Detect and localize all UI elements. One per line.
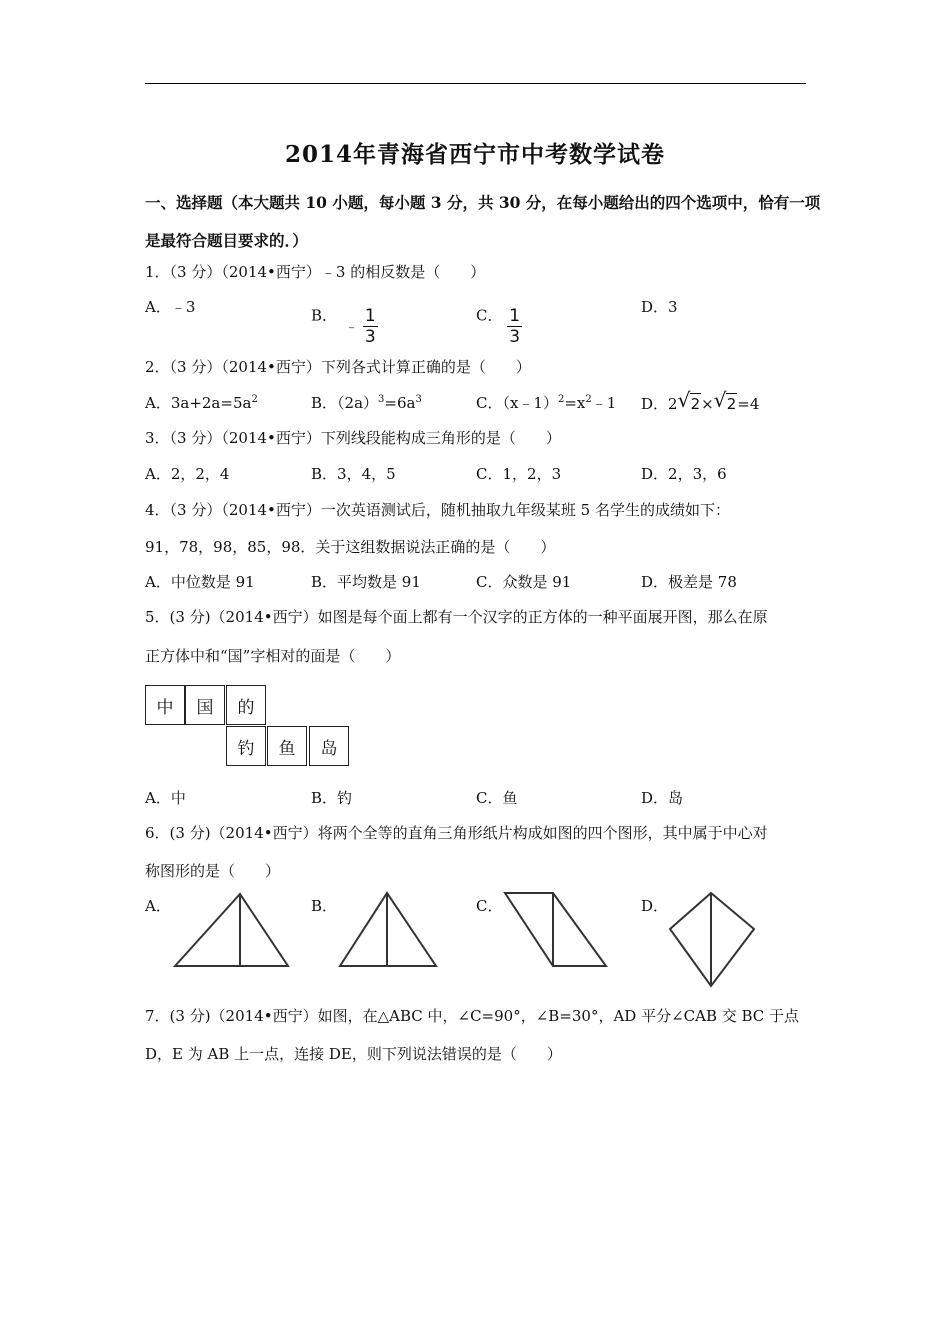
q1-option-c-label: C． [476,306,503,325]
net-cell: 国 [185,685,225,725]
net-cell: 鱼 [267,726,307,766]
q5-option-d: D．岛 [641,789,684,807]
q2-d-radicand-1: 2 [690,395,701,413]
q3-option-c: C．1，2，3 [476,465,562,483]
q5-stem-cont: 正方体中和“国”字相对的面是（ ） [145,647,401,665]
q2-a-exponent: 2 [251,394,258,405]
q5-stem: 5．(3 分)（2014•西宁）如图是每个面上都有一个汉字的正方体的一种平面展开图，那么在原 [145,608,768,626]
q4-option-d: D．极差是 78 [641,573,737,591]
q2-stem: 2．（3 分）（2014•西宁）下列各式计算正确的是（ ） [145,358,531,376]
q6-option-c: C． [476,897,503,915]
q1-b-denominator: 3 [364,327,376,347]
q4-option-c: C．众数是 91 [476,573,572,591]
q2-b-text: B．（2a） [311,394,379,412]
q1-c-denominator: 3 [509,327,521,347]
sqrt-icon: √ [713,388,727,412]
q2-d-radicand-2: 2 [726,395,737,413]
section-heading: 一、选择题（本大题共 10 小题，每小题 3 分，共 30 分，在每小题给出的四个选项中，恰有一项 [145,193,821,212]
q3-option-d: D．2，3，6 [641,465,727,483]
sqrt-icon: √ [677,388,691,412]
q2-c-tail: ﹣1 [591,394,617,412]
net-cell: 钓 [226,726,266,766]
page-title: 2014年青海省西宁市中考数学试卷 [284,141,665,168]
q4-stem: 4．（3 分）（2014•西宁）一次英语测试后，随机抽取九年级某班 5 名学生的成绩如下： [145,501,730,519]
q4-option-b: B．平均数是 91 [311,573,421,591]
q2-c-exponent-2: 2 [585,394,592,405]
q4-option-a: A．中位数是 91 [145,573,255,591]
q5-option-c: C．鱼 [476,789,518,807]
q6-stem-cont: 称图形的是（ ） [145,862,281,880]
q2-c-text: C．（x﹣1） [476,394,558,412]
q2-d-times: × [701,395,714,413]
q2-b-exponent-1: 3 [378,394,385,405]
q2-b-middle: =6a [384,394,416,412]
q2-d-tail: =4 [737,395,760,413]
q5-option-a: A．中 [145,789,186,807]
q1-option-d: D．3 [641,298,678,316]
q7-stem: 7．(3 分)（2014•西宁）如图，在△ABC 中，∠C=90°，∠B=30°，AD 平分∠CAB 交 BC 于点 [145,1007,800,1025]
q1-option-a: A．﹣3 [145,298,196,316]
net-cell: 中 [145,685,185,725]
q1-option-b-label: B． [311,306,338,325]
q6-option-a: A． [145,897,171,915]
q6-figure-a [175,894,288,966]
q5-option-b: B．钓 [311,789,353,807]
q6-option-d: D． [641,897,669,915]
net-cell: 岛 [309,726,349,766]
q1-c-numerator: 1 [509,306,521,326]
q6-figure-d [670,893,754,986]
q2-d-text: D．2 [641,395,678,413]
q3-stem: 3．（3 分）（2014•西宁）下列线段能构成三角形的是（ ） [145,429,561,447]
q2-a-text: A．3a+2a=5a [145,394,252,412]
q4-stem-cont: 91，78，98，85，98．关于这组数据说法正确的是（ ） [145,538,556,556]
q1-option-b-sign: ﹣ [345,319,359,335]
q6-option-b: B． [311,897,338,915]
q1-stem: 1．（3 分）（2014•西宁）﹣3 的相反数是（ ） [145,263,486,281]
q3-option-b: B．3，4，5 [311,465,396,483]
q6-stem: 6．(3 分)（2014•西宁）将两个全等的直角三角形纸片构成如图的四个图形，其中属于中心对 [145,824,768,842]
section-heading-cont: 是最符合题目要求的．） [145,231,308,250]
q2-b-exponent-2: 3 [415,394,422,405]
q6-figure-c [505,893,606,966]
q3-option-a: A．2，2，4 [145,465,230,483]
q2-c-exponent-1: 2 [557,394,565,405]
q1-b-numerator: 1 [364,306,376,326]
net-cell: 的 [226,685,266,725]
q7-stem-cont: D，E 为 AB 上一点，连接 DE，则下列说法错误的是（ ） [145,1045,562,1063]
q6-figure-b [340,893,436,966]
q2-c-middle: =x [564,394,586,412]
